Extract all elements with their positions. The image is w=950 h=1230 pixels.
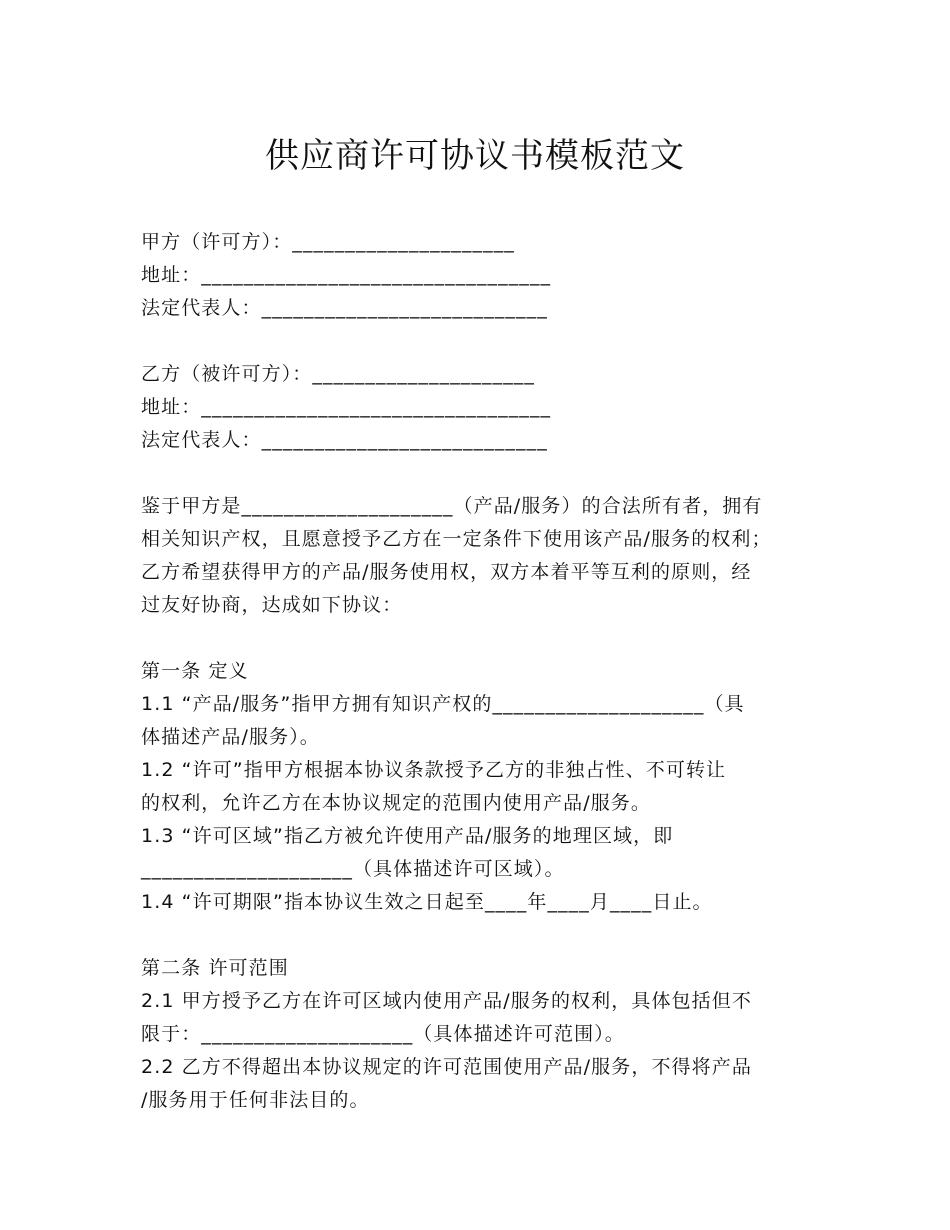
preamble-line: 过友好协商，达成如下协议： xyxy=(141,594,403,616)
article-1-line: ____________________（具体描述许可区域）。 xyxy=(141,858,565,880)
party-b-address: 地址：_________________________________ xyxy=(141,396,552,418)
article-1-line: 体描述产品/服务）。 xyxy=(141,726,320,748)
article-1-line: 的权利，允许乙方在本协议规定的范围内使用产品/服务。 xyxy=(141,792,652,814)
paragraph-spacer xyxy=(141,919,821,952)
party-a-representative: 法定代表人：___________________________ xyxy=(141,297,548,319)
article-2-line: 2.1 甲方授予乙方在许可区域内使用产品/服务的权利，具体包括但不 xyxy=(141,990,752,1012)
article-1-line: 1.4 “许可期限”指本协议生效之日起至____年____月____日止。 xyxy=(141,891,713,913)
paragraph-spacer xyxy=(141,457,821,490)
party-a-address: 地址：_________________________________ xyxy=(141,264,552,286)
article-2-line: 2.2 乙方不得超出本协议规定的许可范围使用产品/服务，不得将产品 xyxy=(141,1056,752,1078)
article-1-line: 1.2 “许可”指甲方根据本协议条款授予乙方的非独占性、不可转让 xyxy=(141,759,727,781)
paragraph-spacer xyxy=(141,325,821,358)
paragraph-spacer xyxy=(141,622,821,655)
document-body xyxy=(141,226,821,1117)
party-a-label: 甲方（许可方）：_____________________ xyxy=(141,231,515,253)
article-1-line: 1.1 “产品/服务”指甲方拥有知识产权的____________________（具 xyxy=(141,693,745,715)
article-1-line: 1.3 “许可区域”指乙方被允许使用产品/服务的地理区域，即 xyxy=(141,825,674,847)
article-2-heading: 第二条 许可范围 xyxy=(141,957,289,979)
party-b-representative: 法定代表人：___________________________ xyxy=(141,429,548,451)
article-1-heading: 第一条 定义 xyxy=(141,660,249,682)
preamble-line: 鉴于甲方是____________________（产品/服务）的合法所有者，拥有 xyxy=(141,495,763,517)
preamble-line: 相关知识产权，且愿意授予乙方在一定条件下使用该产品/服务的权利； xyxy=(141,528,772,550)
article-2-line: 限于：____________________（具体描述许可范围）。 xyxy=(141,1023,625,1045)
document-title: 供应商许可协议书模板范文 xyxy=(265,136,685,176)
preamble-line: 乙方希望获得甲方的产品/服务使用权，双方本着平等互利的原则，经 xyxy=(141,561,752,583)
article-2-line: /服务用于任何非法目的。 xyxy=(141,1089,370,1111)
party-b-label: 乙方（被许可方）：_____________________ xyxy=(141,363,536,385)
